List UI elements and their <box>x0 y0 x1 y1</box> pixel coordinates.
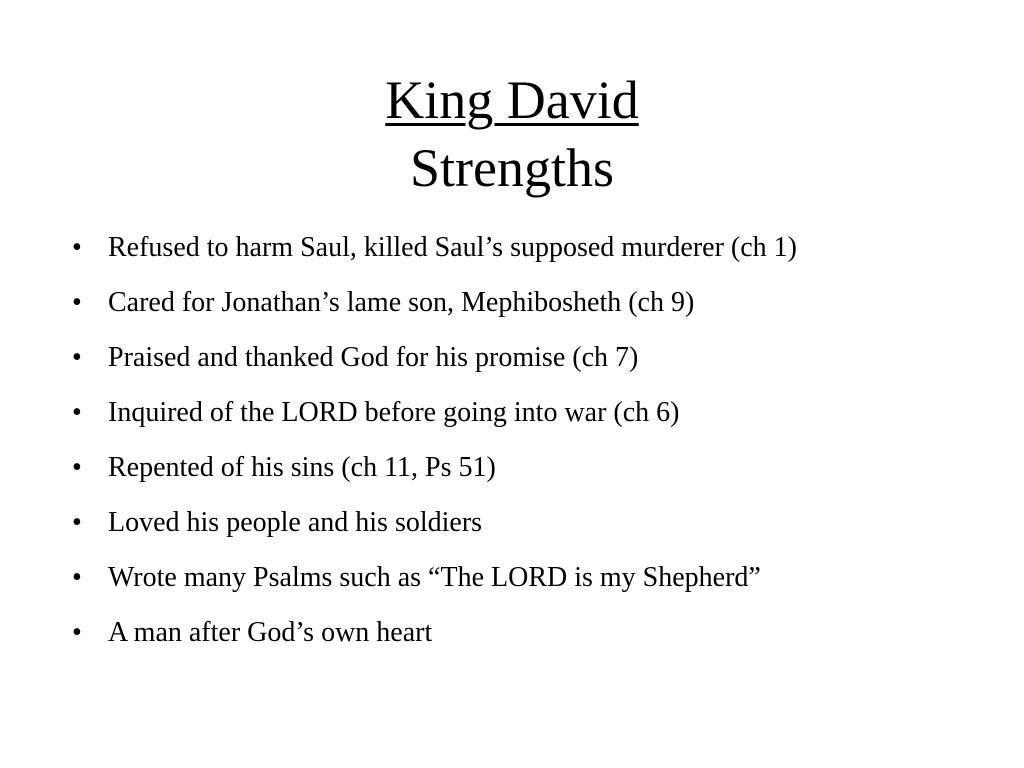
bullet-icon: • <box>72 342 82 373</box>
bullet-text: Wrote many Psalms such as “The LORD is my Shepherd” <box>108 562 761 593</box>
bullet-icon: • <box>72 232 82 263</box>
bullet-item <box>72 611 992 666</box>
bullet-icon: • <box>72 452 82 483</box>
bullet-icon: • <box>72 507 82 538</box>
bullet-item <box>72 556 992 611</box>
bullet-icon: • <box>72 287 82 318</box>
bullet-item <box>72 226 992 281</box>
bullet-text: Cared for Jonathan’s lame son, Mephibosheth (ch 9) <box>108 287 695 318</box>
bullet-text: Refused to harm Saul, killed Saul’s supposed murderer (ch 1) <box>108 232 797 263</box>
slide-subtitle: Strengths <box>409 138 614 198</box>
slide-title: King David <box>385 70 639 130</box>
bullet-item <box>72 391 992 446</box>
bullet-text: A man after God’s own heart <box>108 617 433 648</box>
title-block <box>0 66 1024 202</box>
bullet-item <box>72 446 992 501</box>
bullet-item <box>72 501 992 556</box>
bullet-text: Repented of his sins (ch 11, Ps 51) <box>108 452 496 483</box>
bullet-icon: • <box>72 562 82 593</box>
bullet-item <box>72 281 992 336</box>
bullet-item <box>72 336 992 391</box>
bullet-text: Praised and thanked God for his promise (ch 7) <box>108 342 639 373</box>
bullet-icon: • <box>72 397 82 428</box>
bullet-icon: • <box>72 617 82 648</box>
bullet-text: Inquired of the LORD before going into war (ch 6) <box>108 397 680 428</box>
bullet-text: Loved his people and his soldiers <box>108 507 483 538</box>
bullet-list <box>72 226 992 666</box>
